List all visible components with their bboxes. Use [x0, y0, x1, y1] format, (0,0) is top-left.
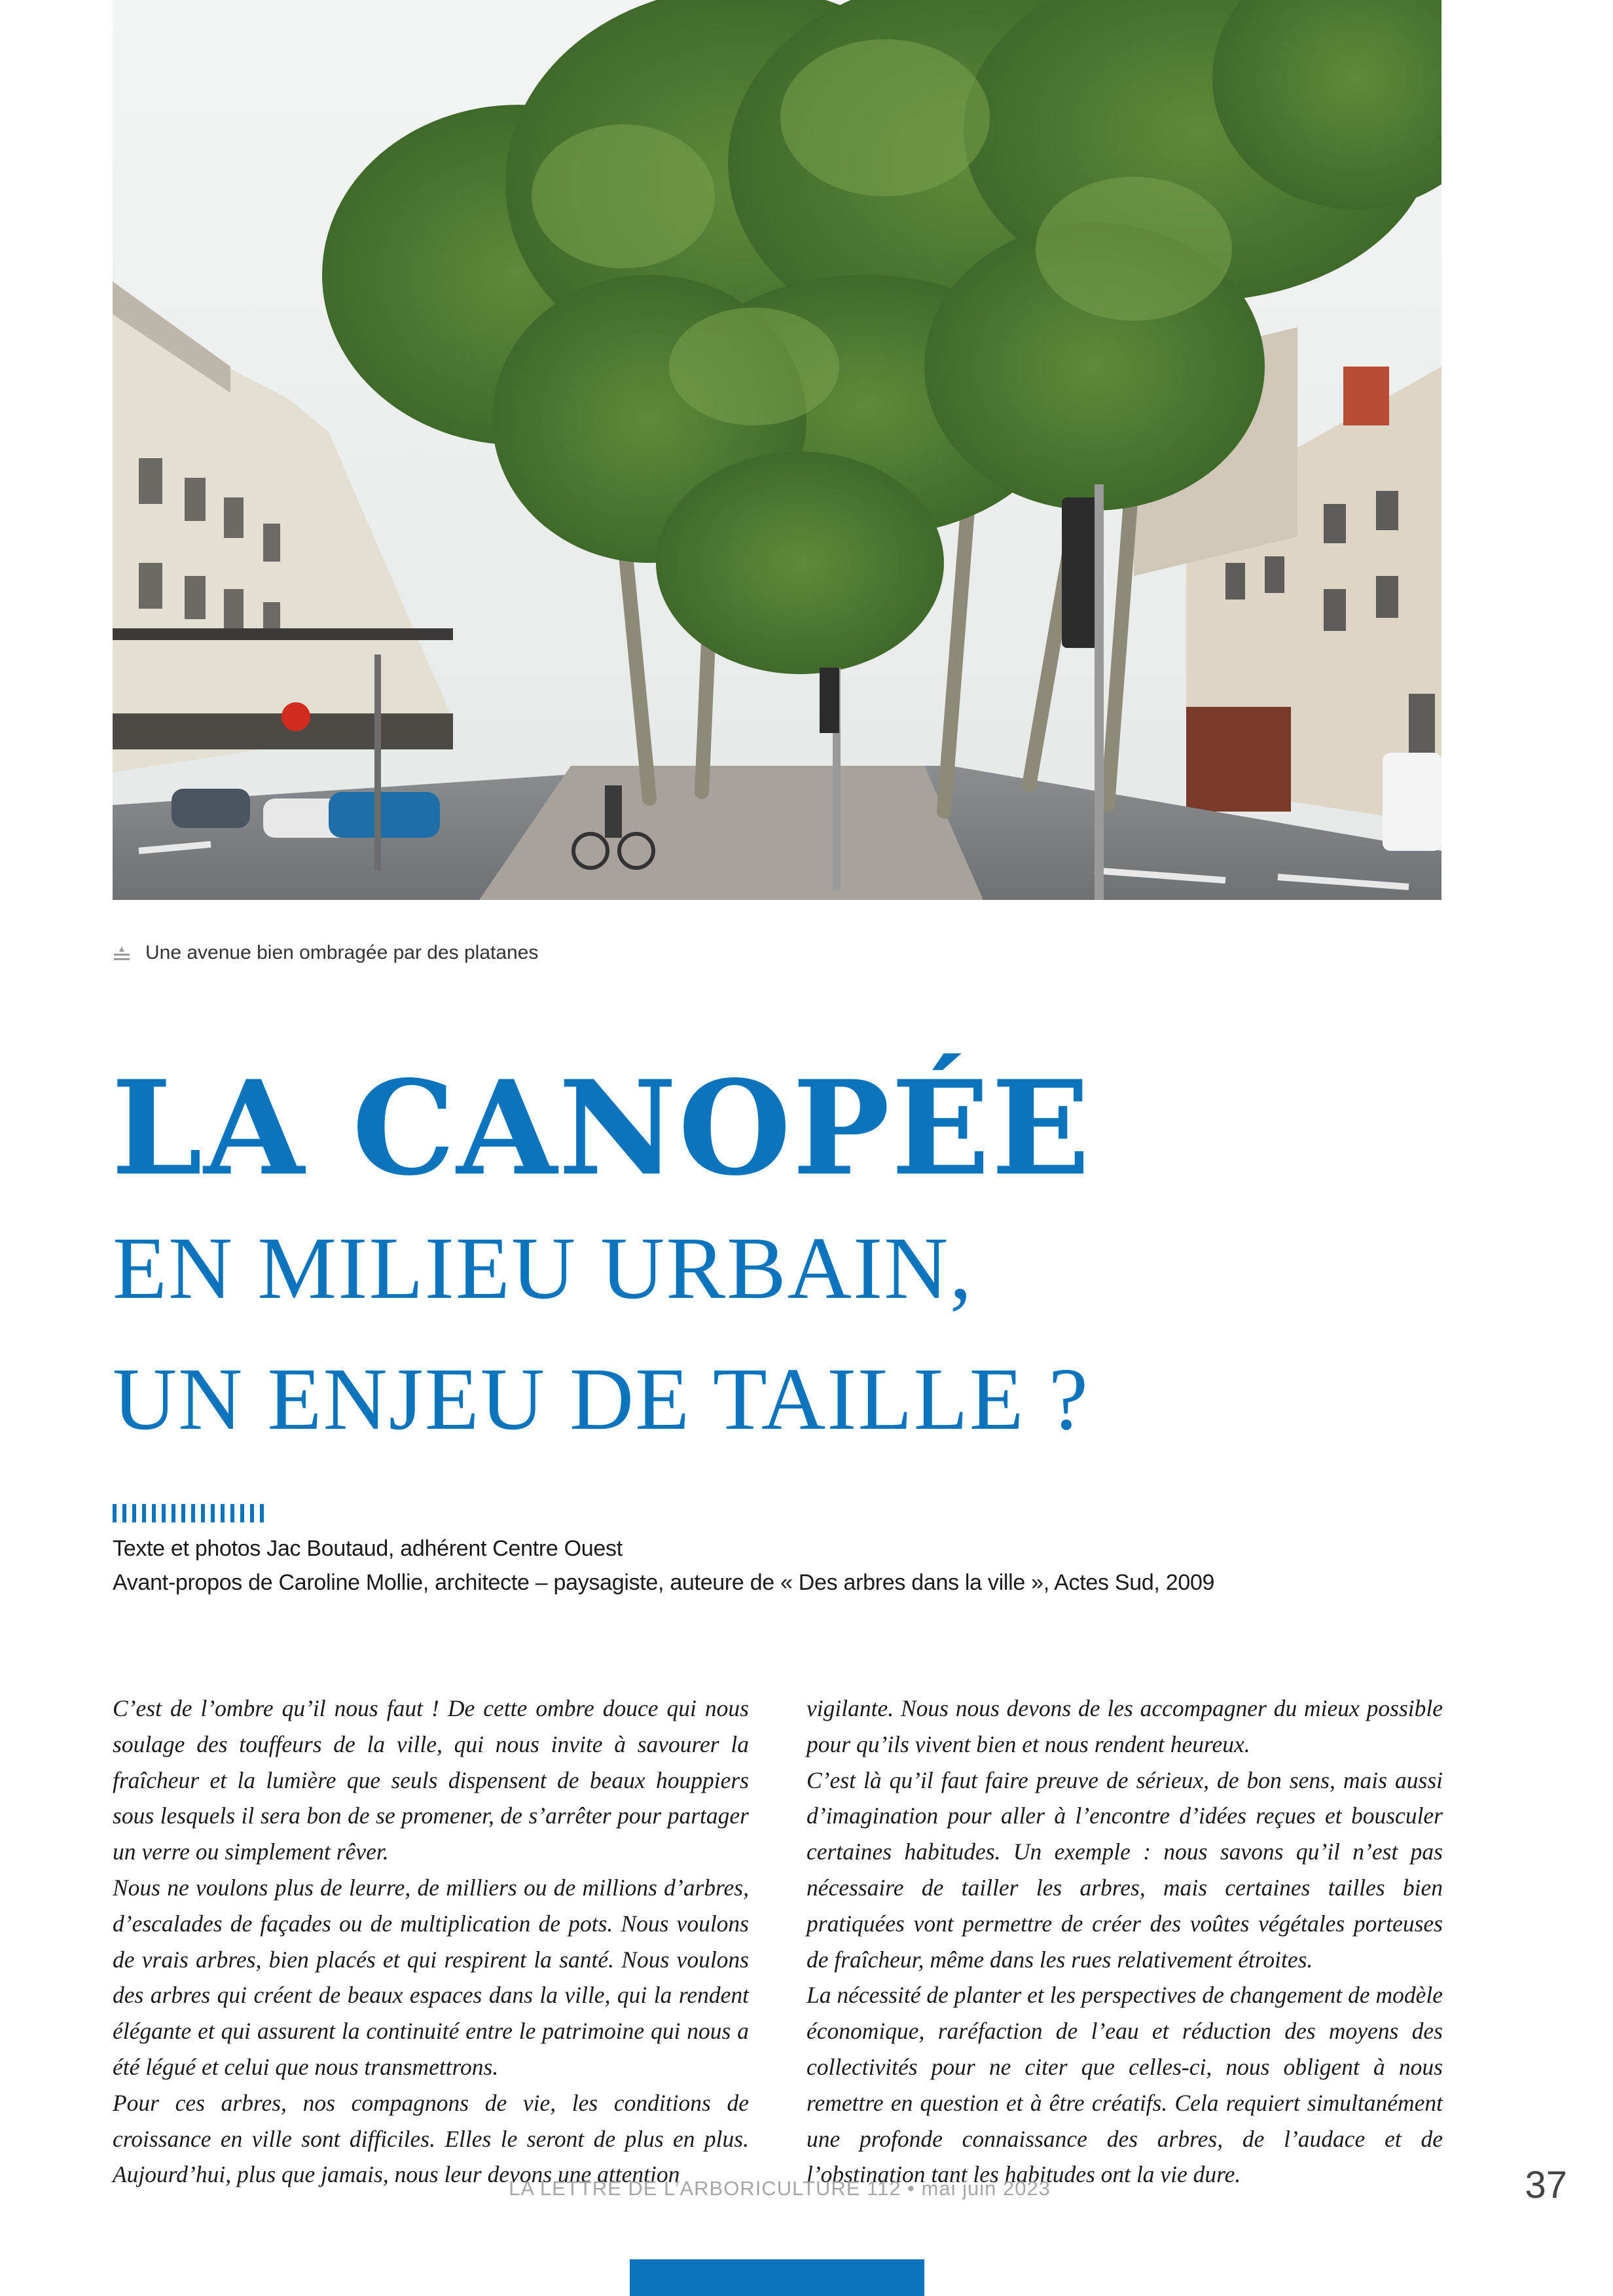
foreword-credit: Avant-propos de Caroline Mollie, architecte – paysagiste, auteure de « Des arbres dans la ville », Actes Sud, 2009	[113, 1570, 1215, 1595]
subtitle-line-1: EN MILIEU URBAIN,	[113, 1219, 973, 1318]
street-photo	[113, 0, 1441, 900]
page-title: LA CANOPÉE	[111, 1052, 1092, 1204]
footer-accent-bar	[630, 2259, 924, 2296]
article-credits	[113, 1532, 1214, 1600]
subtitle-line-2: UN ENJEU DE TAILLE ?	[113, 1350, 1090, 1448]
camera-icon	[113, 944, 131, 962]
body-column-left	[113, 1691, 749, 2193]
caption-text: Une avenue bien ombragée par des platanes	[145, 942, 539, 963]
paragraph: vigilante. Nous nous devons de les accompagner du mieux possible pour qu’ils vivent bien et nous rendent heureux.	[806, 1695, 1443, 1757]
paragraph: La nécessité de planter et les perspectives de changement de modèle économique, raréfaction de l’eau et réduction des moyens des collectivités pour ne citer que celles-ci, nous obligent à nous remettre en question et à être créatifs. Cela requiert simultanément une profonde connaissance des arbres, de l’audace et de l’obstination tant les habitudes ont la vie dure.	[806, 1982, 1443, 2188]
page-number: 37	[1525, 2164, 1567, 2206]
paragraph: C’est de l’ombre qu’il nous faut ! De cette ombre douce qui nous soulage des touffeurs de la ville, qui nous invite à savourer la fraîcheur et la lumière que seuls dispensent de beaux houppiers sous lesquels il sera bon de se promener, de s’arrêter pour partager un verre ou simplement rêver.	[113, 1695, 749, 1865]
photo-caption	[113, 939, 538, 967]
paragraph: Pour ces arbres, nos compagnons de vie, les conditions de croissance en ville sont difficiles. Elles le seront de plus en plus. Aujourd’hui, plus que jamais, nous leur devons une attention	[113, 2089, 749, 2188]
author-credit: Texte et photos Jac Boutaud, adhérent Centre Ouest	[113, 1536, 623, 1561]
publication-footer: LA LETTRE DE L’ARBORICULTURE 112 • mai juin 2023	[509, 2177, 1051, 2200]
paragraph: C’est là qu’il faut faire preuve de sérieux, de bon sens, mais aussi d’imagination pour aller à l’encontre d’idées reçues et bousculer certaines habitudes. Un exemple : nous savons qu’il n’est pas nécessaire de tailler les arbres, mais certaines tailles bien pratiquées vont permettre de créer des voûtes végétales porteuses de fraîcheur, même dans les rues relativement étroites.	[806, 1767, 1443, 1973]
body-column-right	[806, 1691, 1443, 2193]
paragraph: Nous ne voulons plus de leurre, de milliers ou de millions d’arbres, d’escalades de façades ou de multiplication de pots. Nous voulons de vrais arbres, bien placés et qui respirent la santé. Nous voulons des arbres qui créent de beaux espaces dans la ville, qui la rendent élégante et qui assurent la continuité entre le patrimoine qui nous a été légué et celui que nous transmettrons.	[113, 1874, 749, 2080]
decorative-tick-divider	[113, 1504, 270, 1522]
